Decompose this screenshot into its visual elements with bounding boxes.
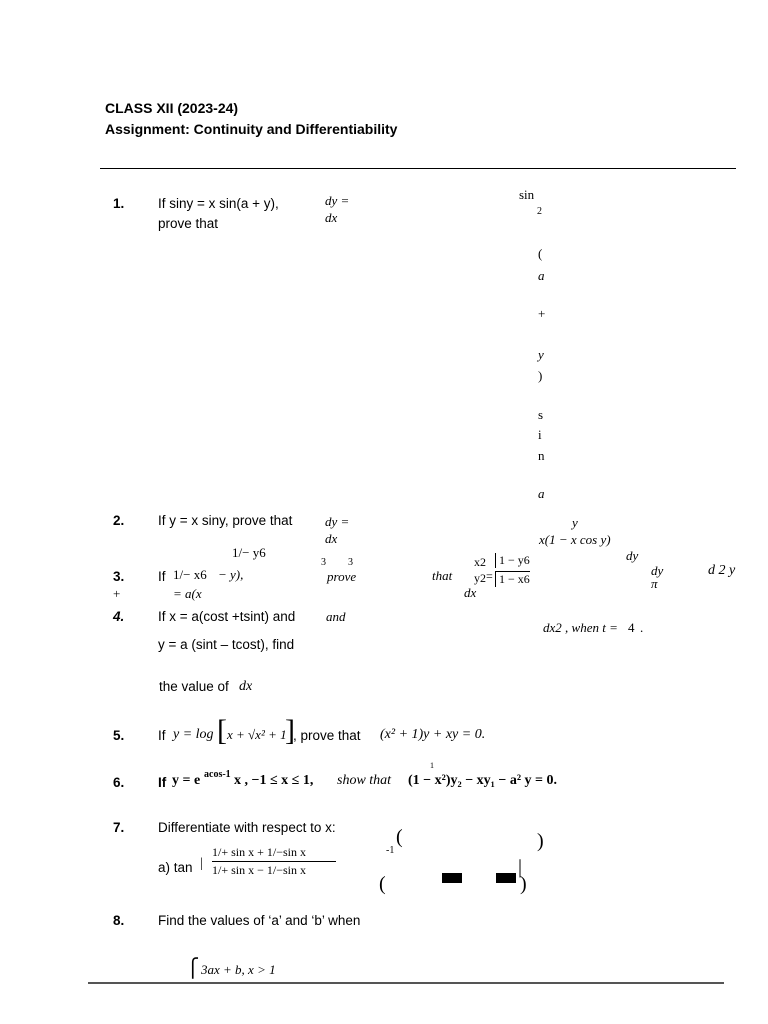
- q6-if: If: [158, 775, 167, 790]
- q1-col-plus: +: [538, 306, 546, 321]
- q7-redaction-block-1: [442, 873, 462, 883]
- q3-plus-sign: +: [113, 586, 121, 601]
- q6-expr-a: y = e: [172, 773, 201, 788]
- q7-paren-top-left: (: [396, 826, 403, 848]
- q7-denominator: 1/+ sin x − 1/−sin x: [212, 863, 306, 877]
- q4-and: and: [326, 609, 346, 624]
- q4-d2y: d 2 y: [708, 563, 736, 578]
- q4-number: 4.: [113, 609, 125, 624]
- q7-superscript: -1: [386, 845, 395, 856]
- q4-text-line2: y = a (sint – tcost), find: [158, 637, 295, 652]
- q3-that: that: [432, 568, 453, 583]
- q4-text-line3: the value of: [159, 679, 229, 694]
- q7-bar-right: |: [518, 856, 523, 878]
- q7-redaction-block-2: [496, 873, 516, 883]
- q4-text-line1: If x = a(cost +tsint) and: [158, 609, 296, 624]
- q3-minus-y: − y),: [218, 567, 244, 582]
- q5-bracket-close: ]: [285, 714, 295, 747]
- q3-root-expr: 1/− x6: [173, 567, 207, 582]
- q2-dy-label: dy =: [325, 514, 350, 529]
- q3-frac-bottom: 1 − x6: [495, 571, 530, 587]
- assignment-title: Assignment: Continuity and Differentiability: [105, 121, 398, 137]
- q4-dy: dy: [651, 563, 664, 578]
- q7-numerator: 1/+ sin x + 1/−sin x: [212, 845, 306, 859]
- q3-exp-3a: 3: [321, 557, 326, 568]
- q2-number: 2.: [113, 513, 125, 528]
- q2-rhs-numerator: y: [572, 515, 578, 530]
- q5-if: If: [158, 728, 166, 743]
- q7-left-bar: |: [200, 856, 203, 871]
- q5-expr: y = log: [173, 727, 214, 742]
- q7-paren-bottom-right: ): [520, 873, 527, 895]
- q3-dx: dx: [464, 585, 477, 600]
- class-title: CLASS XII (2023-24): [105, 100, 239, 116]
- q6-number: 6.: [113, 775, 125, 790]
- q5-bracket-open: [: [217, 714, 227, 747]
- q7-part-a: a) tan: [158, 860, 193, 875]
- q5-mid-text: , prove that: [293, 728, 361, 743]
- q6-exponent: acos-1: [204, 769, 231, 780]
- q3-frac-top: 1 − y6: [495, 553, 530, 568]
- q2-rhs-denominator: x(1 − x cos y): [539, 532, 611, 547]
- q3-number: 3.: [113, 569, 125, 584]
- q5-inner: x + √x² + 1: [227, 727, 287, 742]
- q7-paren-top-right: ): [537, 830, 544, 852]
- q4-dx: dx: [239, 679, 253, 694]
- q1-col-sin: sin: [519, 187, 535, 202]
- q8-case1: 3ax + b, x > 1: [201, 962, 276, 977]
- q1-number: 1.: [113, 196, 125, 211]
- q5-number: 5.: [113, 728, 125, 743]
- q1-text-line1: If siny = x sin(a + y),: [158, 196, 279, 211]
- q3-if: If: [158, 569, 166, 584]
- q5-rhs: (x² + 1)y + xy = 0.: [380, 727, 486, 742]
- q1-col-paren-close: ): [538, 368, 543, 383]
- q1-col-a: a: [538, 268, 545, 283]
- q3-prove: prove: [327, 569, 357, 584]
- q3-equals: =: [486, 569, 493, 583]
- q4-dx2-when: dx2 , when t =: [543, 620, 618, 635]
- q1-col-n: n: [538, 448, 545, 463]
- q3-exp-3b: 3: [348, 557, 353, 568]
- header-divider: [100, 168, 736, 169]
- q1-col-i: i: [538, 427, 542, 442]
- q1-text-line2: prove that: [158, 216, 219, 231]
- q8-number: 8.: [113, 913, 125, 928]
- q1-col-paren-open: (: [538, 246, 543, 261]
- q1-dx-label: dx: [325, 210, 338, 225]
- footer-divider: [88, 982, 724, 984]
- q2-text: If y = x siny, prove that: [158, 513, 293, 528]
- q1-dy-label: dy =: [325, 193, 350, 208]
- q3-eq-ax: = a(x: [173, 586, 202, 601]
- q1-col-y: y: [538, 347, 544, 362]
- q8-brace: ⎧: [186, 958, 200, 978]
- q3-top-root: 1/− y6: [232, 545, 266, 560]
- q1-col-2: 2: [537, 206, 542, 217]
- q7-number: 7.: [113, 820, 125, 835]
- q3-y2: y2: [474, 571, 486, 585]
- q1-col-s: s: [538, 407, 544, 422]
- q6-expr-b: x , −1 ≤ x ≤ 1,: [234, 773, 314, 788]
- q7-fraction-bar: [212, 861, 336, 862]
- q3-x2: x2: [474, 555, 486, 569]
- q4-t-value: 4: [628, 620, 635, 635]
- q2-dx-label: dx: [325, 531, 338, 546]
- q6-rhs: (1 − x²)y₂ − xy₁ − a² y = 0.: [408, 773, 558, 788]
- q6-show-that: show that: [337, 773, 392, 788]
- q5-superscript-1: 1: [430, 761, 434, 770]
- q8-text: Find the values of ‘a’ and ‘b’ when: [158, 913, 361, 928]
- q7-text: Differentiate with respect to x:: [158, 820, 336, 835]
- q7-paren-bottom-left: (: [379, 873, 386, 895]
- q4-pi: π: [651, 576, 658, 591]
- q4-dot: .: [640, 620, 644, 635]
- q1-col-a2: a: [538, 486, 545, 501]
- q3-dy: dy: [626, 548, 639, 563]
